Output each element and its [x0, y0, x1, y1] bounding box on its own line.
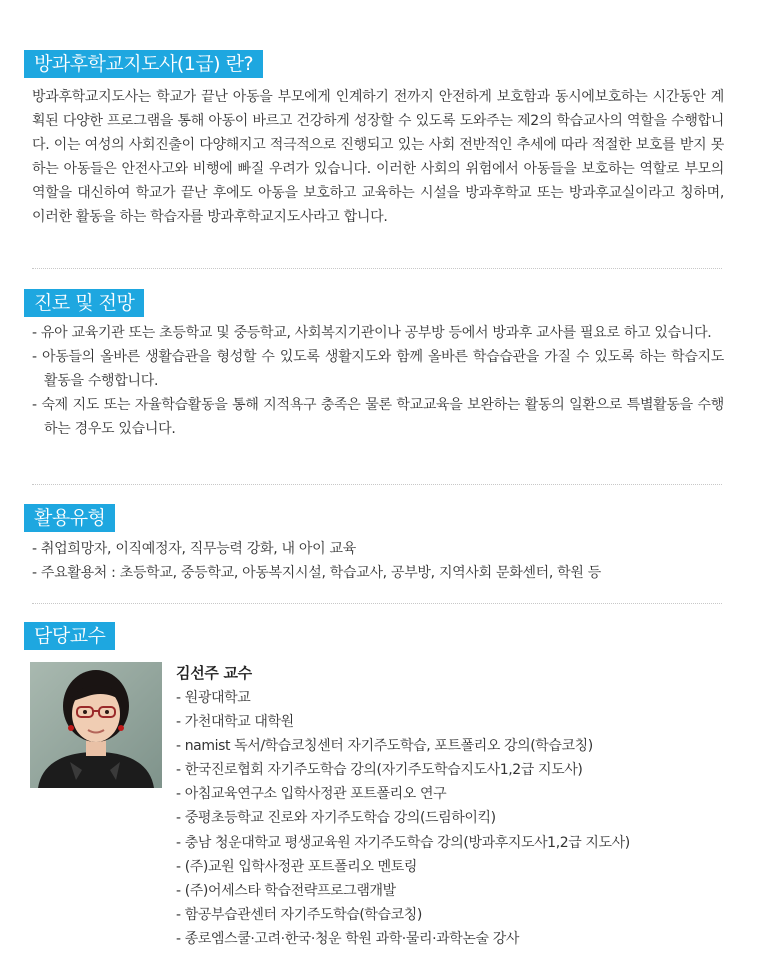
career-heading: 진로 및 전망 — [24, 289, 144, 317]
list-item: - 함공부습관센터 자기주도학습(학습코칭) — [176, 906, 422, 923]
list-item: - 종로엠스쿨·고려·한국·청운 학원 과학·물리·과학논술 강사 — [176, 930, 519, 947]
usage-heading: 활용유형 — [24, 504, 115, 532]
list-item: - 주요활용처 : 초등학교, 중등학교, 아동복지시설, 학습교사, 공부방, 지역사회 문화센터, 학원 등 — [32, 565, 602, 581]
divider — [32, 484, 722, 485]
divider — [32, 603, 722, 604]
list-item: - 아동들의 올바른 생활습관을 형성할 수 있도록 생활지도와 함께 올바른 학습습관을 가질 수 있도록 하는 학습지도 활동을 수행합니다. — [32, 349, 724, 389]
professor-portrait-image — [30, 662, 162, 788]
list-item: - 숙제 지도 또는 자율학습활동을 통해 지적욕구 충족은 물론 학교교육을 보완하는 활동의 일환으로 특별활동을 수행하는 경우도 있습니다. — [32, 397, 724, 437]
list-item: - 원광대학교 — [176, 690, 251, 706]
list-item: - 유아 교육기관 또는 초등학교 및 중등학교, 사회복지기관이나 공부방 등에서 방과후 교사를 필요로 하고 있습니다. — [32, 325, 712, 341]
professor-name: 김선주 교수 — [176, 664, 252, 682]
about-heading: 방과후학교지도사(1급) 란? — [24, 50, 263, 78]
about-body: 방과후학교지도사는 학교가 끝난 아동을 부모에게 인계하기 전까지 안전하게 보호함과 동시에보호하는 시간동안 계획된 다양한 프로그램을 통해 아동이 바르고 건강하게 성장할 수 있도록 도와주는 제2의 학습교사의 역할을 수행합니다. 이는 여성의 사회진출이 다양해지고 적극적으로 진행되고 있는 사회 전반적인 추세에 따라 적절한 보호를 받지 못하는 아동들은 안전사고와 비행에 빠질 우려가 있습니다. 이러한 사회의 위험에서 아동들을 보호하는 역할로 부모의 역할을 대신하여 학교가 끝난 후에도 아동을 보호하고 교육하는 시설을 방과후학교 또는 방과후교실이라고 칭하며, 이러한 활동을 하는 학습자를 방과후학교지도사라고 합니다. — [32, 89, 724, 225]
list-item: - 충남 청운대학교 평생교육원 자기주도학습 강의(방과후지도사1,2급 지도사) — [176, 834, 630, 851]
usage-list — [32, 537, 724, 585]
list-item: - 아침교육연구소 입학사정관 포트폴리오 연구 — [176, 786, 447, 803]
list-item: - 중평초등학교 진로와 자기주도학습 강의(드림하이킥) — [176, 810, 496, 827]
list-item: - 한국진로협회 자기주도학습 강의(자기주도학습지도사1,2급 지도사) — [176, 762, 583, 779]
list-item: - namist 독서/학습코칭센터 자기주도학습, 포트폴리오 강의(학습코칭) — [176, 738, 593, 755]
professor-heading: 담당교수 — [24, 622, 115, 650]
professor-photo — [30, 662, 162, 788]
list-item: - 가천대학교 대학원 — [176, 714, 294, 731]
career-list — [32, 321, 724, 441]
list-item: - (주)교원 입학사정관 포트폴리오 멘토링 — [176, 858, 417, 875]
list-item: - 취업희망자, 이직예정자, 직무능력 강화, 내 아이 교육 — [32, 541, 356, 557]
divider — [32, 268, 722, 269]
professor-career-list — [176, 686, 630, 951]
list-item: - (주)어세스타 학습전략프로그램개발 — [176, 882, 396, 899]
